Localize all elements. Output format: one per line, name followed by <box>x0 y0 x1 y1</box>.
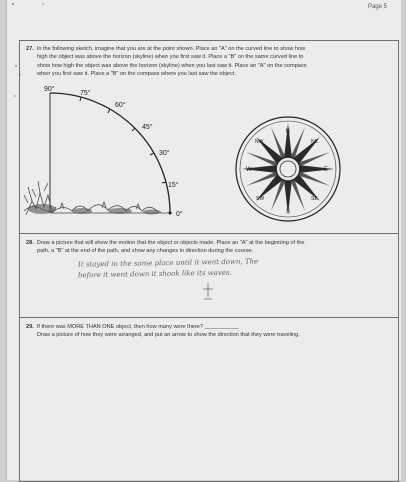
q28-drawing-area[interactable] <box>198 281 228 301</box>
compass-rose[interactable] <box>230 111 360 231</box>
q28-handwritten-answer-line-2: before it went down it shook like its waves. <box>77 268 232 280</box>
elevation-arc <box>50 93 170 213</box>
angle-label-0: 0° <box>176 211 183 218</box>
q28-number: 28. <box>26 240 34 246</box>
q27-line-2: high the object was above the horizon (skyline) when you first saw it. Place a "B" on the same curved line to <box>37 54 304 61</box>
q27-number: 27. <box>26 46 34 52</box>
questionnaire-page <box>6 0 401 480</box>
compass-label-ne: NE <box>311 139 318 145</box>
compass-label-w: W <box>246 167 252 173</box>
q27-line-3: show how high the object was above the horizon (skyline) when you last saw it. Place an "A" on the compass <box>37 62 307 69</box>
compass-label-sw: SW <box>256 196 265 202</box>
angle-label-90: 90° <box>44 86 55 93</box>
q27-line-4: when you first saw it. Place a "B" on the compass where you last saw the object. <box>37 71 236 78</box>
compass-label-nw: NW <box>255 139 264 145</box>
divider-q27-q28 <box>20 233 398 234</box>
angle-label-30: 30° <box>159 150 170 157</box>
q28-line-1: 28. Draw a picture that will show the motion that the object or objects made. Place an "A" at the beginning of the <box>26 240 305 246</box>
q28-line-2: path, a "B" at the end of the path, and show any changes in direction during the course. <box>37 248 254 255</box>
q28-handwritten-answer-line-1: It stayed in the same place until it went down, The <box>77 257 259 269</box>
compass-label-n: N <box>285 129 290 135</box>
angle-label-15: 15° <box>168 182 179 189</box>
q29-line-2: Draw a picture of how they were arranged, and put an arrow to show the direction that they were traveling. <box>37 332 300 339</box>
divider-q28-q29 <box>20 317 398 318</box>
q29-line-1: 29. If there was MORE THAN ONE object, then how many were there? ___________ <box>26 324 239 330</box>
elevation-arc-sketch[interactable] <box>22 83 197 223</box>
angle-label-45: 45° <box>142 124 153 131</box>
compass-label-s: S <box>286 209 291 215</box>
q29-drawing-area[interactable] <box>24 346 392 476</box>
q29-number: 29. <box>26 324 34 330</box>
q27-text <box>26 45 392 79</box>
q29-text <box>26 323 392 340</box>
questions-frame <box>19 40 399 482</box>
compass-label-se: SE <box>311 196 318 202</box>
compass-label-e: E <box>324 167 329 173</box>
page-number: Page 5 <box>367 4 387 10</box>
q28-text <box>26 239 392 256</box>
observer-point <box>169 212 172 215</box>
q27-line-1: 27. In the following sketch, imagine that you are at the point shown. Place an "A" on the curved line to show how <box>26 46 306 52</box>
angle-label-75: 75° <box>80 90 91 97</box>
angle-label-60: 60° <box>115 102 126 109</box>
